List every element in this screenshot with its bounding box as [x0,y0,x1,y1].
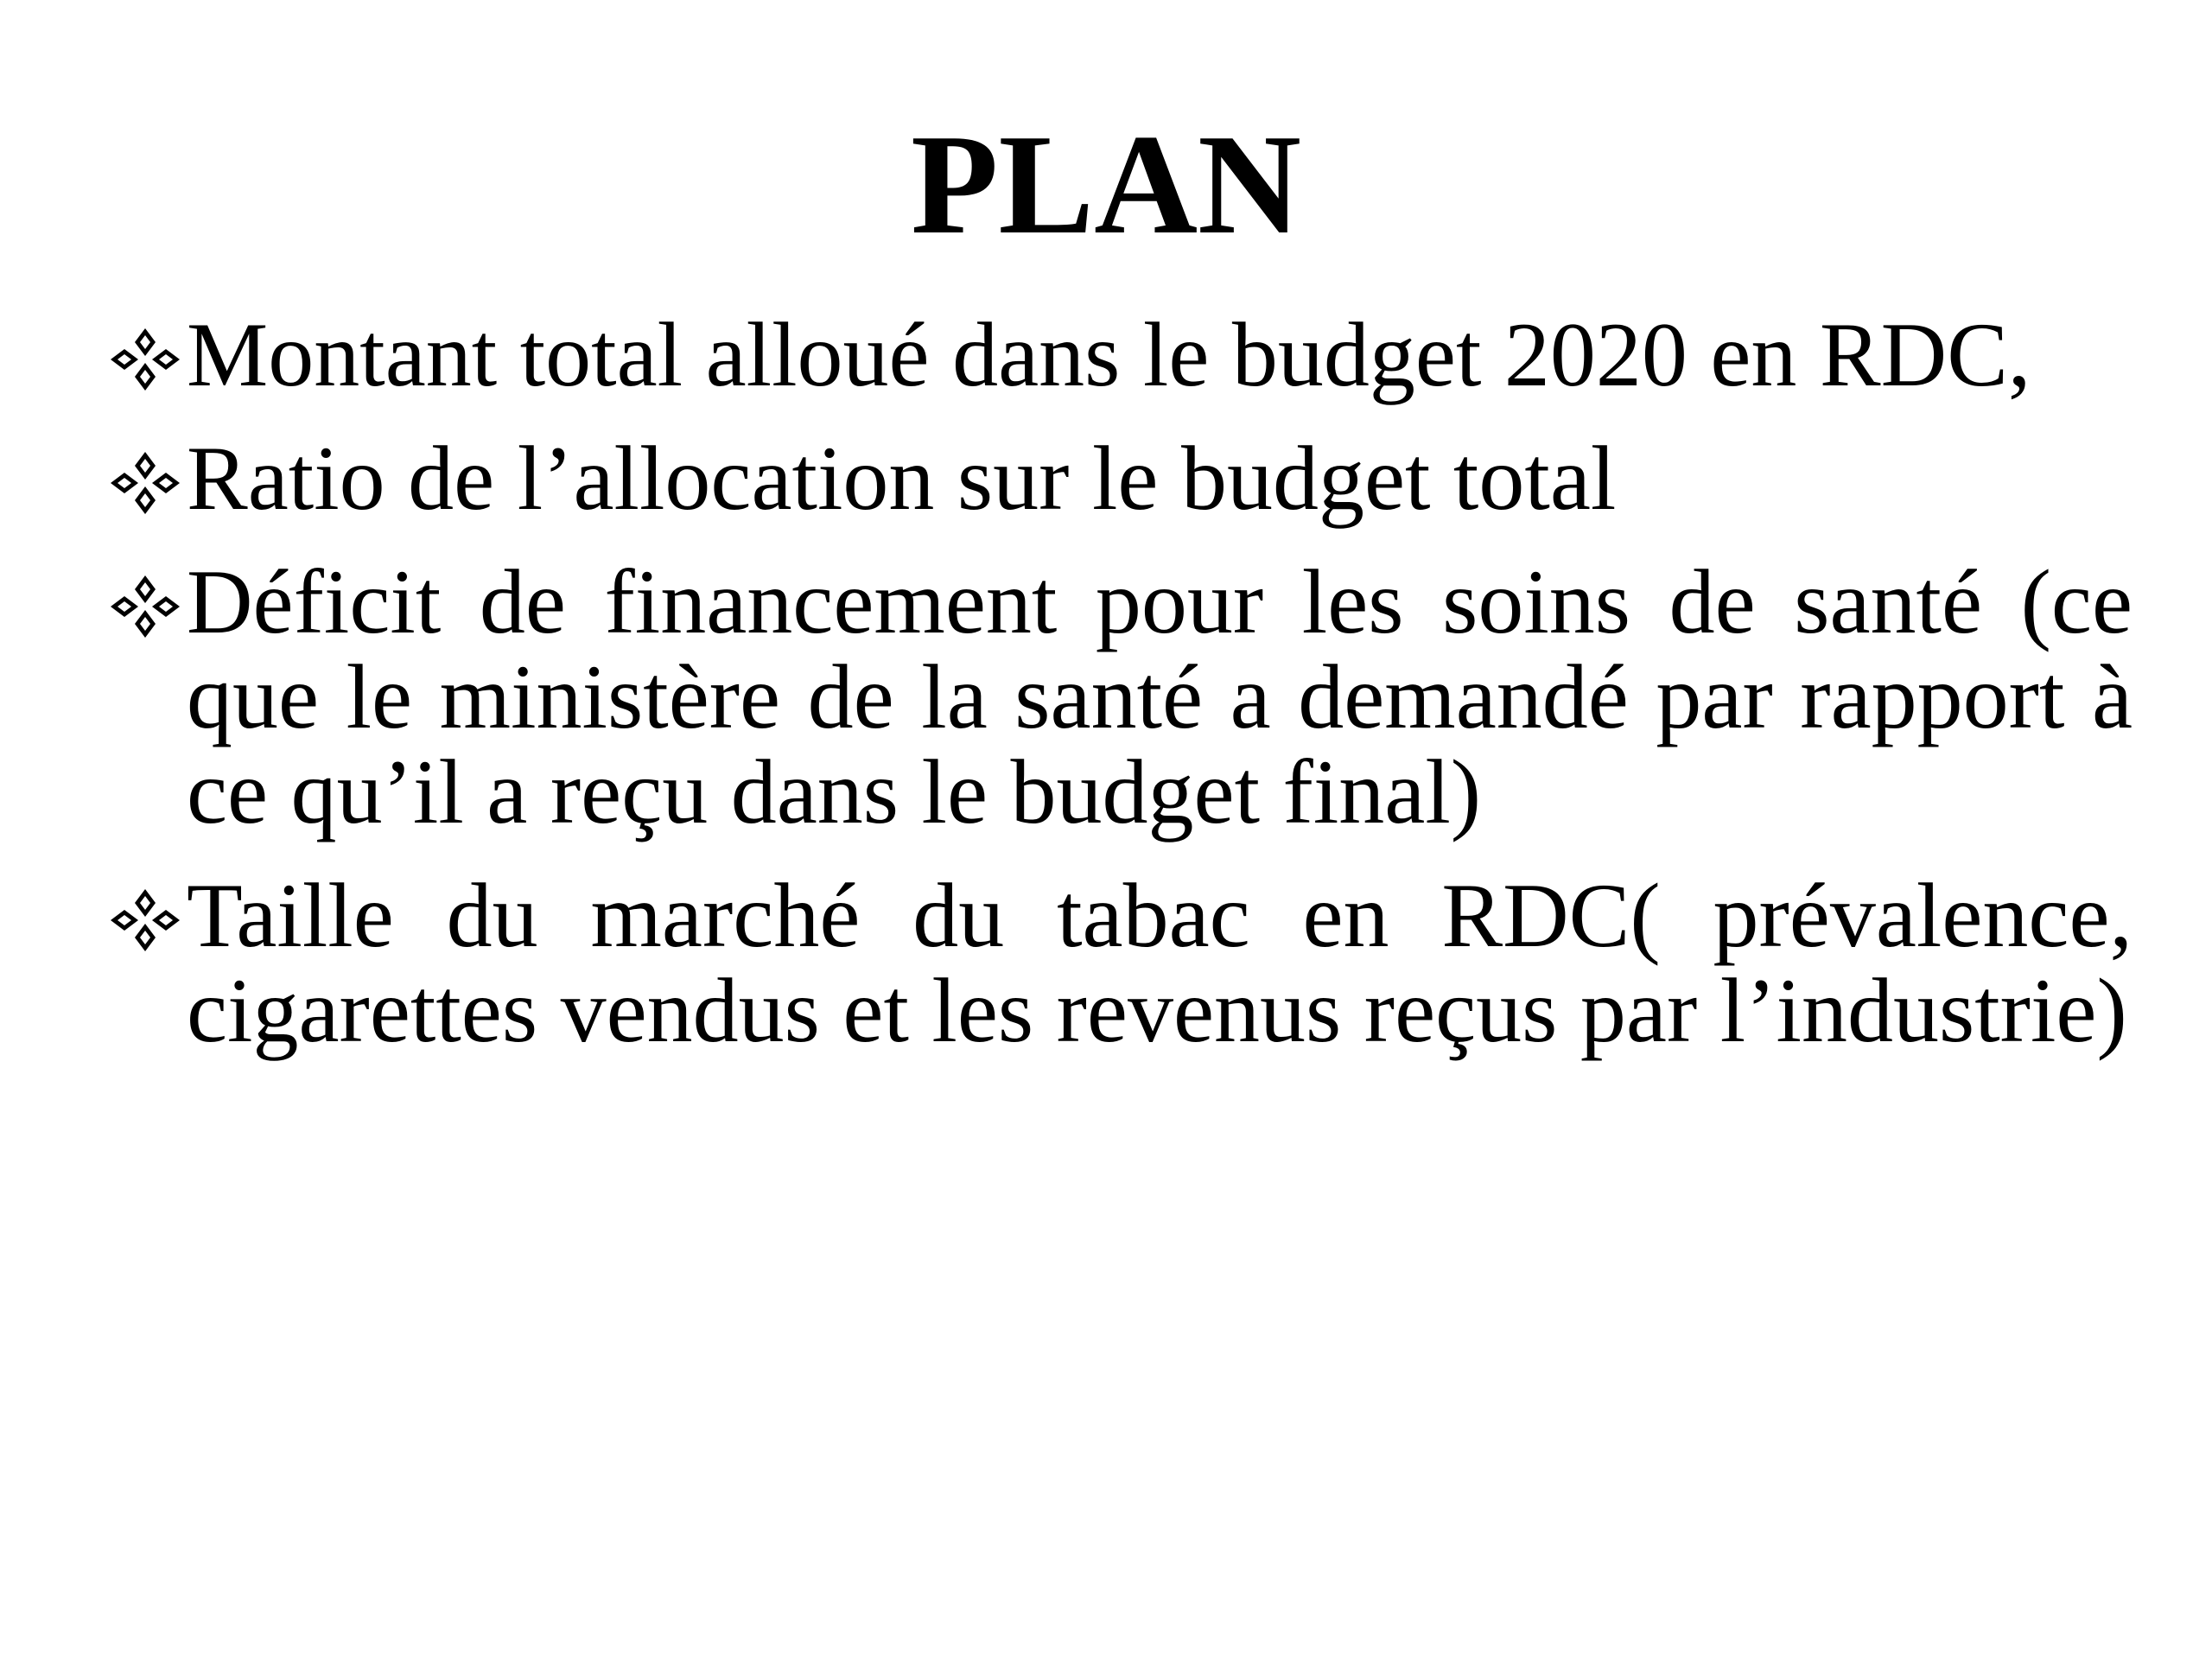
four-diamond-bullet-icon [107,572,183,641]
four-diamond-bullet-icon [107,886,183,955]
bullet-text: Montant total alloué dans le budget 2020 en RDC, [187,304,2031,405]
bullet-text: Ratio de l’allocation sur le budget total [187,428,1617,529]
four-diamond-bullet-icon [107,448,183,518]
bullet-item [111,865,2133,1061]
four-diamond-bullet-icon [107,325,183,394]
slide-title: PLAN [911,105,1301,264]
bullet-text: Taille du marché du tabac en RDC( prévalence, cigarettes vendus et les revenus reçus par l’industrie) [187,865,2133,1061]
bullet-item [111,428,2133,529]
bullet-list [111,304,2133,1087]
bullet-item [111,304,2133,405]
bullet-item [111,551,2133,842]
bullet-text: Déficit de financement pour les soins de santé (ce que le ministère de la santé a demandé par rapport à ce qu’il a reçu dans le budget final) [187,551,2133,842]
